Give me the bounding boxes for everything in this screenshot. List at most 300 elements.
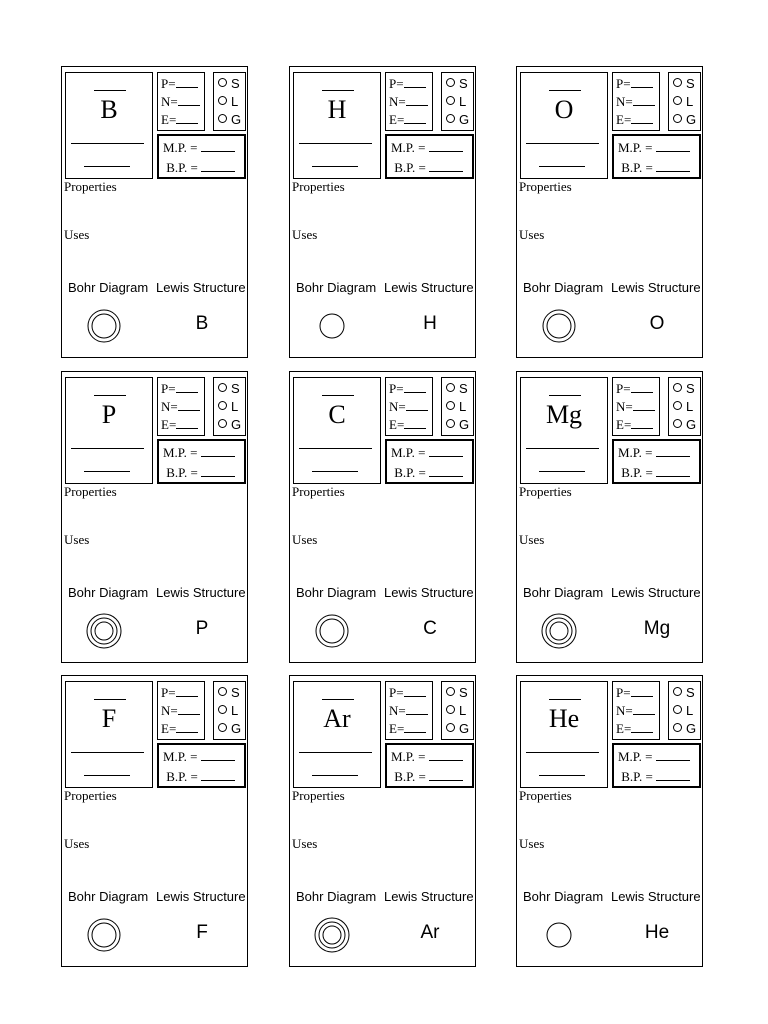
electrons-label: E= (389, 112, 405, 127)
properties-label: Properties (292, 179, 345, 194)
boiling-point-blank (656, 161, 690, 172)
neutrons-label: N= (389, 703, 406, 718)
bohr-shell-ring (323, 926, 341, 944)
element-card-he (516, 675, 703, 967)
element-card-mg (516, 371, 703, 663)
state-liquid-option (218, 398, 245, 416)
state-liquid-label: L (231, 94, 239, 109)
state-solid-label: S (231, 76, 240, 91)
bohr-diagram-rings (537, 609, 581, 653)
melting-point-blank (201, 446, 235, 457)
lewis-structure-label: Lewis Structure (156, 585, 246, 600)
neutrons-row (161, 93, 204, 111)
element-symbol: B (100, 95, 118, 124)
state-solid-label: S (231, 381, 240, 396)
atomic-mass-blank (84, 775, 130, 776)
boiling-point-row (618, 158, 699, 178)
protons-row (616, 380, 659, 398)
lewis-structure-label: Lewis Structure (611, 585, 701, 600)
bohr-shell-ring (547, 923, 571, 947)
radio-circle-icon (673, 419, 682, 428)
lewis-structure-label: Lewis Structure (156, 280, 246, 295)
radio-circle-icon (218, 78, 227, 87)
state-liquid-option (673, 93, 700, 111)
electrons-row (616, 720, 659, 738)
lewis-symbol: P (195, 618, 209, 639)
melting-point-blank (201, 141, 235, 152)
particle-counts-box (157, 72, 205, 131)
element-symbol-box (65, 72, 153, 179)
bohr-shell-ring (550, 622, 568, 640)
melting-boiling-box (157, 439, 246, 484)
uses-label: Uses (519, 227, 545, 242)
protons-row (161, 380, 204, 398)
radio-circle-icon (446, 705, 455, 714)
state-liquid-option (446, 93, 473, 111)
protons-blank (404, 382, 426, 393)
melting-point-row (391, 138, 472, 158)
boiling-point-blank (201, 466, 235, 477)
electrons-blank (176, 722, 198, 733)
atomic-number-blank (322, 699, 354, 700)
state-liquid-label: L (231, 399, 239, 414)
boiling-point-row (391, 158, 472, 178)
bohr-shell-ring (88, 919, 120, 951)
state-solid-label: S (459, 76, 468, 91)
properties-label: Properties (292, 484, 345, 499)
boiling-point-label: B.P. = (621, 160, 653, 175)
state-liquid-option (673, 702, 700, 720)
state-gas-label: G (459, 112, 470, 127)
element-name-blank (526, 752, 599, 753)
lewis-symbol: Ar (420, 922, 440, 943)
melting-point-label: M.P. = (618, 749, 653, 764)
protons-blank (404, 686, 426, 697)
element-symbol: O (554, 95, 574, 124)
state-of-matter-box (213, 72, 246, 131)
electrons-label: E= (616, 721, 632, 736)
boiling-point-label: B.P. = (166, 769, 198, 784)
melting-point-label: M.P. = (163, 140, 198, 155)
state-gas-option (673, 111, 700, 129)
bohr-shell-ring (87, 614, 121, 648)
boiling-point-label: B.P. = (621, 769, 653, 784)
boiling-point-row (618, 463, 699, 483)
state-of-matter-box (441, 72, 474, 131)
neutrons-row (161, 702, 204, 720)
boiling-point-blank (201, 770, 235, 781)
protons-row (616, 75, 659, 93)
uses-label: Uses (519, 836, 545, 851)
bohr-shell-ring (92, 923, 116, 947)
protons-label: P= (616, 685, 631, 700)
protons-label: P= (616, 76, 631, 91)
bohr-diagram-label: Bohr Diagram (523, 280, 604, 295)
state-gas-option (673, 416, 700, 434)
element-symbol: C (328, 400, 346, 429)
neutrons-blank (406, 704, 428, 715)
state-solid-option (446, 75, 473, 93)
atomic-mass-blank (539, 166, 585, 167)
bohr-shell-ring (92, 314, 116, 338)
electrons-blank (404, 722, 426, 733)
protons-label: P= (161, 685, 176, 700)
bohr-shell-ring (88, 310, 120, 342)
state-liquid-label: L (459, 94, 467, 109)
melting-point-blank (429, 141, 463, 152)
state-solid-label: S (686, 685, 695, 700)
element-symbol-box (293, 72, 381, 179)
boiling-point-label: B.P. = (394, 769, 426, 784)
boiling-point-blank (656, 466, 690, 477)
radio-circle-icon (673, 383, 682, 392)
melting-point-row (163, 443, 244, 463)
bohr-shell-ring (320, 619, 344, 643)
melting-point-row (618, 747, 699, 767)
electrons-blank (631, 418, 653, 429)
melting-point-blank (429, 750, 463, 761)
protons-label: P= (161, 76, 176, 91)
state-solid-option (218, 684, 245, 702)
protons-blank (631, 686, 653, 697)
element-symbol: He (548, 704, 580, 733)
element-card-f (61, 675, 248, 967)
protons-label: P= (389, 685, 404, 700)
atomic-mass-blank (84, 166, 130, 167)
lewis-symbol: F (196, 922, 208, 943)
radio-circle-icon (446, 723, 455, 732)
protons-row (616, 684, 659, 702)
state-gas-label: G (686, 721, 697, 736)
protons-blank (631, 77, 653, 88)
melting-point-blank (201, 750, 235, 761)
radio-circle-icon (673, 96, 682, 105)
state-gas-option (218, 111, 245, 129)
state-solid-option (218, 75, 245, 93)
state-gas-option (446, 720, 473, 738)
electrons-label: E= (161, 112, 177, 127)
bohr-diagram-label: Bohr Diagram (296, 889, 377, 904)
boiling-point-label: B.P. = (394, 465, 426, 480)
uses-label: Uses (519, 532, 545, 547)
state-solid-option (446, 684, 473, 702)
boiling-point-label: B.P. = (166, 160, 198, 175)
state-solid-label: S (459, 685, 468, 700)
protons-label: P= (161, 381, 176, 396)
lewis-symbol: B (195, 313, 209, 334)
state-of-matter-box (213, 681, 246, 740)
atomic-number-blank (322, 90, 354, 91)
neutrons-blank (406, 95, 428, 106)
state-of-matter-box (668, 681, 701, 740)
element-card-p (61, 371, 248, 663)
radio-circle-icon (218, 723, 227, 732)
protons-blank (176, 382, 198, 393)
state-gas-option (446, 416, 473, 434)
bohr-diagram-rings (310, 609, 354, 653)
lewis-structure-label: Lewis Structure (156, 889, 246, 904)
neutrons-blank (178, 95, 200, 106)
boiling-point-row (391, 767, 472, 787)
atomic-mass-blank (312, 471, 358, 472)
radio-circle-icon (218, 705, 227, 714)
protons-blank (404, 77, 426, 88)
protons-row (161, 684, 204, 702)
neutrons-label: N= (616, 703, 633, 718)
neutrons-row (389, 93, 432, 111)
state-gas-label: G (231, 112, 242, 127)
boiling-point-blank (201, 161, 235, 172)
melting-point-label: M.P. = (391, 445, 426, 460)
protons-blank (631, 382, 653, 393)
state-gas-label: G (686, 417, 697, 432)
properties-label: Properties (519, 179, 572, 194)
atomic-number-blank (94, 699, 126, 700)
state-of-matter-box (441, 681, 474, 740)
lewis-symbol: H (423, 313, 437, 334)
boiling-point-row (391, 463, 472, 483)
melting-point-row (618, 443, 699, 463)
element-symbol-box (65, 377, 153, 484)
state-gas-label: G (459, 417, 470, 432)
electrons-label: E= (389, 417, 405, 432)
boiling-point-row (163, 158, 244, 178)
element-symbol-box (520, 72, 608, 179)
radio-circle-icon (673, 78, 682, 87)
radio-circle-icon (446, 114, 455, 123)
neutrons-label: N= (616, 94, 633, 109)
boiling-point-row (163, 463, 244, 483)
lewis-symbol: Mg (643, 618, 671, 639)
particle-counts-box (157, 681, 205, 740)
neutrons-blank (178, 704, 200, 715)
neutrons-blank (633, 704, 655, 715)
state-gas-option (218, 720, 245, 738)
element-symbol-box (520, 377, 608, 484)
state-gas-option (673, 720, 700, 738)
radio-circle-icon (446, 687, 455, 696)
electrons-label: E= (389, 721, 405, 736)
particle-counts-box (385, 377, 433, 436)
bohr-diagram-rings (310, 913, 354, 957)
boiling-point-blank (429, 770, 463, 781)
boiling-point-blank (429, 161, 463, 172)
lewis-structure-label: Lewis Structure (611, 280, 701, 295)
bohr-diagram-rings (537, 913, 581, 957)
state-solid-option (673, 380, 700, 398)
radio-circle-icon (446, 96, 455, 105)
melting-point-blank (656, 446, 690, 457)
protons-row (389, 684, 432, 702)
state-liquid-label: L (686, 399, 694, 414)
bohr-diagram-rings (310, 304, 354, 348)
melting-point-row (618, 138, 699, 158)
uses-label: Uses (64, 532, 90, 547)
properties-label: Properties (519, 788, 572, 803)
atomic-number-blank (94, 90, 126, 91)
state-solid-option (218, 380, 245, 398)
atomic-number-blank (322, 395, 354, 396)
neutrons-blank (406, 400, 428, 411)
state-of-matter-box (668, 72, 701, 131)
protons-label: P= (389, 381, 404, 396)
lewis-symbol: He (644, 922, 670, 943)
neutrons-row (161, 398, 204, 416)
element-symbol-box (293, 681, 381, 788)
melting-point-label: M.P. = (618, 140, 653, 155)
protons-blank (176, 77, 198, 88)
atomic-mass-blank (312, 775, 358, 776)
bohr-diagram-label: Bohr Diagram (68, 889, 149, 904)
electrons-row (389, 111, 432, 129)
atomic-number-blank (549, 90, 581, 91)
atomic-number-blank (549, 699, 581, 700)
protons-row (161, 75, 204, 93)
element-name-blank (71, 752, 144, 753)
radio-circle-icon (673, 687, 682, 696)
element-name-blank (299, 448, 372, 449)
element-card-h (289, 66, 476, 358)
melting-boiling-box (612, 743, 701, 788)
state-liquid-label: L (686, 94, 694, 109)
element-name-blank (71, 143, 144, 144)
properties-label: Properties (519, 484, 572, 499)
particle-counts-box (612, 681, 660, 740)
state-solid-label: S (231, 685, 240, 700)
element-symbol: Mg (545, 400, 583, 429)
neutrons-row (616, 93, 659, 111)
element-symbol: H (327, 95, 347, 124)
properties-label: Properties (292, 788, 345, 803)
state-of-matter-box (668, 377, 701, 436)
state-liquid-label: L (686, 703, 694, 718)
radio-circle-icon (218, 96, 227, 105)
bohr-diagram-rings (537, 304, 581, 348)
boiling-point-blank (429, 466, 463, 477)
uses-label: Uses (64, 227, 90, 242)
radio-circle-icon (673, 705, 682, 714)
protons-blank (176, 686, 198, 697)
electrons-blank (176, 113, 198, 124)
bohr-shell-ring (542, 614, 576, 648)
melting-boiling-box (612, 439, 701, 484)
particle-counts-box (157, 377, 205, 436)
melting-point-row (163, 747, 244, 767)
neutrons-label: N= (389, 399, 406, 414)
neutrons-label: N= (161, 399, 178, 414)
bohr-diagram-rings (82, 609, 126, 653)
bohr-diagram-rings (82, 304, 126, 348)
electrons-row (616, 111, 659, 129)
lewis-structure-label: Lewis Structure (384, 585, 474, 600)
element-symbol-box (520, 681, 608, 788)
neutrons-row (389, 702, 432, 720)
state-gas-label: G (686, 112, 697, 127)
lewis-structure-label: Lewis Structure (611, 889, 701, 904)
properties-label: Properties (64, 484, 117, 499)
neutrons-label: N= (161, 94, 178, 109)
melting-boiling-box (157, 743, 246, 788)
element-card-c (289, 371, 476, 663)
state-liquid-label: L (231, 703, 239, 718)
electrons-blank (404, 113, 426, 124)
element-name-blank (299, 752, 372, 753)
boiling-point-label: B.P. = (166, 465, 198, 480)
boiling-point-label: B.P. = (621, 465, 653, 480)
bohr-diagram-rings (82, 913, 126, 957)
neutrons-row (616, 702, 659, 720)
state-solid-label: S (459, 381, 468, 396)
atomic-number-blank (94, 395, 126, 396)
state-liquid-option (673, 398, 700, 416)
electrons-blank (631, 722, 653, 733)
atomic-mass-blank (539, 775, 585, 776)
bohr-diagram-label: Bohr Diagram (523, 585, 604, 600)
properties-label: Properties (64, 788, 117, 803)
electrons-row (161, 416, 204, 434)
bohr-diagram-label: Bohr Diagram (68, 280, 149, 295)
protons-row (389, 380, 432, 398)
melting-boiling-box (612, 134, 701, 179)
element-card-b (61, 66, 248, 358)
lewis-symbol: C (423, 618, 437, 639)
melting-point-label: M.P. = (391, 140, 426, 155)
particle-counts-box (385, 681, 433, 740)
state-gas-option (446, 111, 473, 129)
bohr-shell-ring (547, 314, 571, 338)
element-symbol: P (101, 400, 117, 429)
radio-circle-icon (673, 723, 682, 732)
neutrons-blank (178, 400, 200, 411)
electrons-blank (404, 418, 426, 429)
melting-boiling-box (385, 439, 474, 484)
uses-label: Uses (292, 227, 318, 242)
atomic-mass-blank (84, 471, 130, 472)
state-liquid-option (218, 93, 245, 111)
radio-circle-icon (446, 383, 455, 392)
radio-circle-icon (446, 78, 455, 87)
melting-point-label: M.P. = (163, 749, 198, 764)
state-gas-label: G (459, 721, 470, 736)
state-of-matter-box (441, 377, 474, 436)
element-name-blank (526, 448, 599, 449)
electrons-label: E= (161, 721, 177, 736)
electrons-row (616, 416, 659, 434)
properties-label: Properties (64, 179, 117, 194)
bohr-diagram-label: Bohr Diagram (296, 585, 377, 600)
atomic-mass-blank (312, 166, 358, 167)
element-card-ar (289, 675, 476, 967)
radio-circle-icon (673, 401, 682, 410)
atomic-mass-blank (539, 471, 585, 472)
particle-counts-box (385, 72, 433, 131)
melting-boiling-box (385, 743, 474, 788)
state-solid-label: S (686, 76, 695, 91)
melting-boiling-box (385, 134, 474, 179)
bohr-diagram-label: Bohr Diagram (296, 280, 377, 295)
melting-point-row (163, 138, 244, 158)
element-symbol: Ar (323, 704, 351, 733)
electrons-label: E= (161, 417, 177, 432)
lewis-structure-label: Lewis Structure (384, 889, 474, 904)
state-liquid-option (446, 702, 473, 720)
neutrons-label: N= (389, 94, 406, 109)
uses-label: Uses (292, 836, 318, 851)
state-of-matter-box (213, 377, 246, 436)
boiling-point-row (163, 767, 244, 787)
bohr-shell-ring (320, 314, 344, 338)
element-symbol-box (65, 681, 153, 788)
